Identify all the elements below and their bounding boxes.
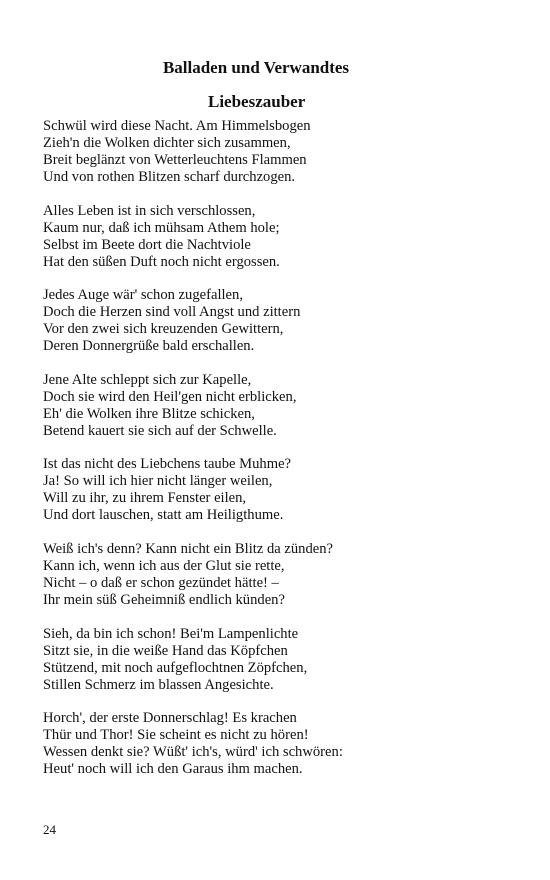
- verse-line: Zieh'n die Wolken dichter sich zusammen,: [43, 135, 291, 151]
- stanza: [43, 541, 503, 609]
- verse-line: Selbst im Beete dort die Nachtviole: [43, 236, 251, 253]
- stanza: [43, 710, 503, 778]
- poem-title: Liebeszauber: [208, 92, 306, 111]
- verse-line: Hat den süßen Duft noch nicht ergossen.: [43, 253, 280, 270]
- verse-line: Doch die Herzen sind voll Angst und zittern: [43, 304, 301, 321]
- verse-line: Will zu ihr, zu ihrem Fenster eilen,: [43, 490, 247, 507]
- verse-line: Doch sie wird den Heil'gen nicht erblicken,: [43, 388, 297, 405]
- verse-line: Stützend, mit noch aufgeflochtnen Zöpfchen,: [43, 659, 308, 676]
- verse-line: Ihr mein süß Geheimniß endlich künden?: [43, 591, 285, 608]
- stanza: [43, 626, 503, 694]
- verse-line: Breit beglänzt von Wetterleuchtens Flammen: [43, 152, 307, 168]
- verse-line: Thür und Thor! Sie scheint es nicht zu hören!: [43, 727, 309, 744]
- verse-line: Heut' noch will ich den Garaus ihm machen.: [43, 761, 303, 778]
- page-number: 24: [43, 822, 56, 837]
- verse-line: Deren Donnergrüße bald erschallen.: [43, 338, 255, 355]
- verse-line: Jedes Auge wär' schon zugefallen,: [43, 287, 243, 304]
- verse-line: Schwül wird diese Nacht. Am Himmelsbogen: [43, 118, 311, 134]
- poem-body: [43, 118, 503, 795]
- verse-line: Betend kauert sie sich auf der Schwelle.: [43, 422, 277, 439]
- verse-line: Ja! So will ich hier nicht länger weilen,: [43, 473, 273, 490]
- stanza: [43, 287, 503, 355]
- verse-line: Alles Leben ist in sich verschlossen,: [43, 202, 256, 219]
- verse-line: Sieh, da bin ich schon! Bei'm Lampenlichte: [43, 625, 299, 642]
- section-title: Balladen und Verwandtes: [162, 58, 350, 77]
- verse-line: Sitzt sie, in die weiße Hand das Köpfchen: [43, 642, 288, 659]
- verse-line: Und von rothen Blitzen scharf durchzogen.: [43, 169, 296, 185]
- verse-line: Jene Alte schleppt sich zur Kapelle,: [43, 371, 252, 388]
- verse-line: Horch', der erste Donnerschlag! Es krachen: [43, 710, 297, 727]
- verse-line: Vor den zwei sich kreuzenden Gewittern,: [43, 321, 284, 338]
- verse-line: Und dort lauschen, statt am Heiligthume.: [43, 507, 284, 524]
- verse-line: Kaum nur, daß ich mühsam Athem hole;: [43, 219, 280, 236]
- verse-line: Weiß ich's denn? Kann nicht ein Blitz da zünden?: [43, 540, 333, 557]
- stanza: [43, 118, 503, 186]
- verse-line: Wessen denkt sie? Wüßt' ich's, würd' ich schwören:: [43, 744, 343, 761]
- stanza: [43, 456, 503, 524]
- verse-line: Eh' die Wolken ihre Blitze schicken,: [43, 405, 255, 422]
- verse-line: Stillen Schmerz im blassen Angesichte.: [43, 676, 274, 693]
- verse-line: Ist das nicht des Liebchens taube Muhme?: [43, 456, 292, 473]
- verse-line: Kann ich, wenn ich aus der Glut sie rette,: [43, 557, 285, 574]
- verse-line: Nicht – o daß er schon gezündet hätte! –: [43, 574, 279, 591]
- stanza: [43, 372, 503, 440]
- stanza: [43, 203, 503, 271]
